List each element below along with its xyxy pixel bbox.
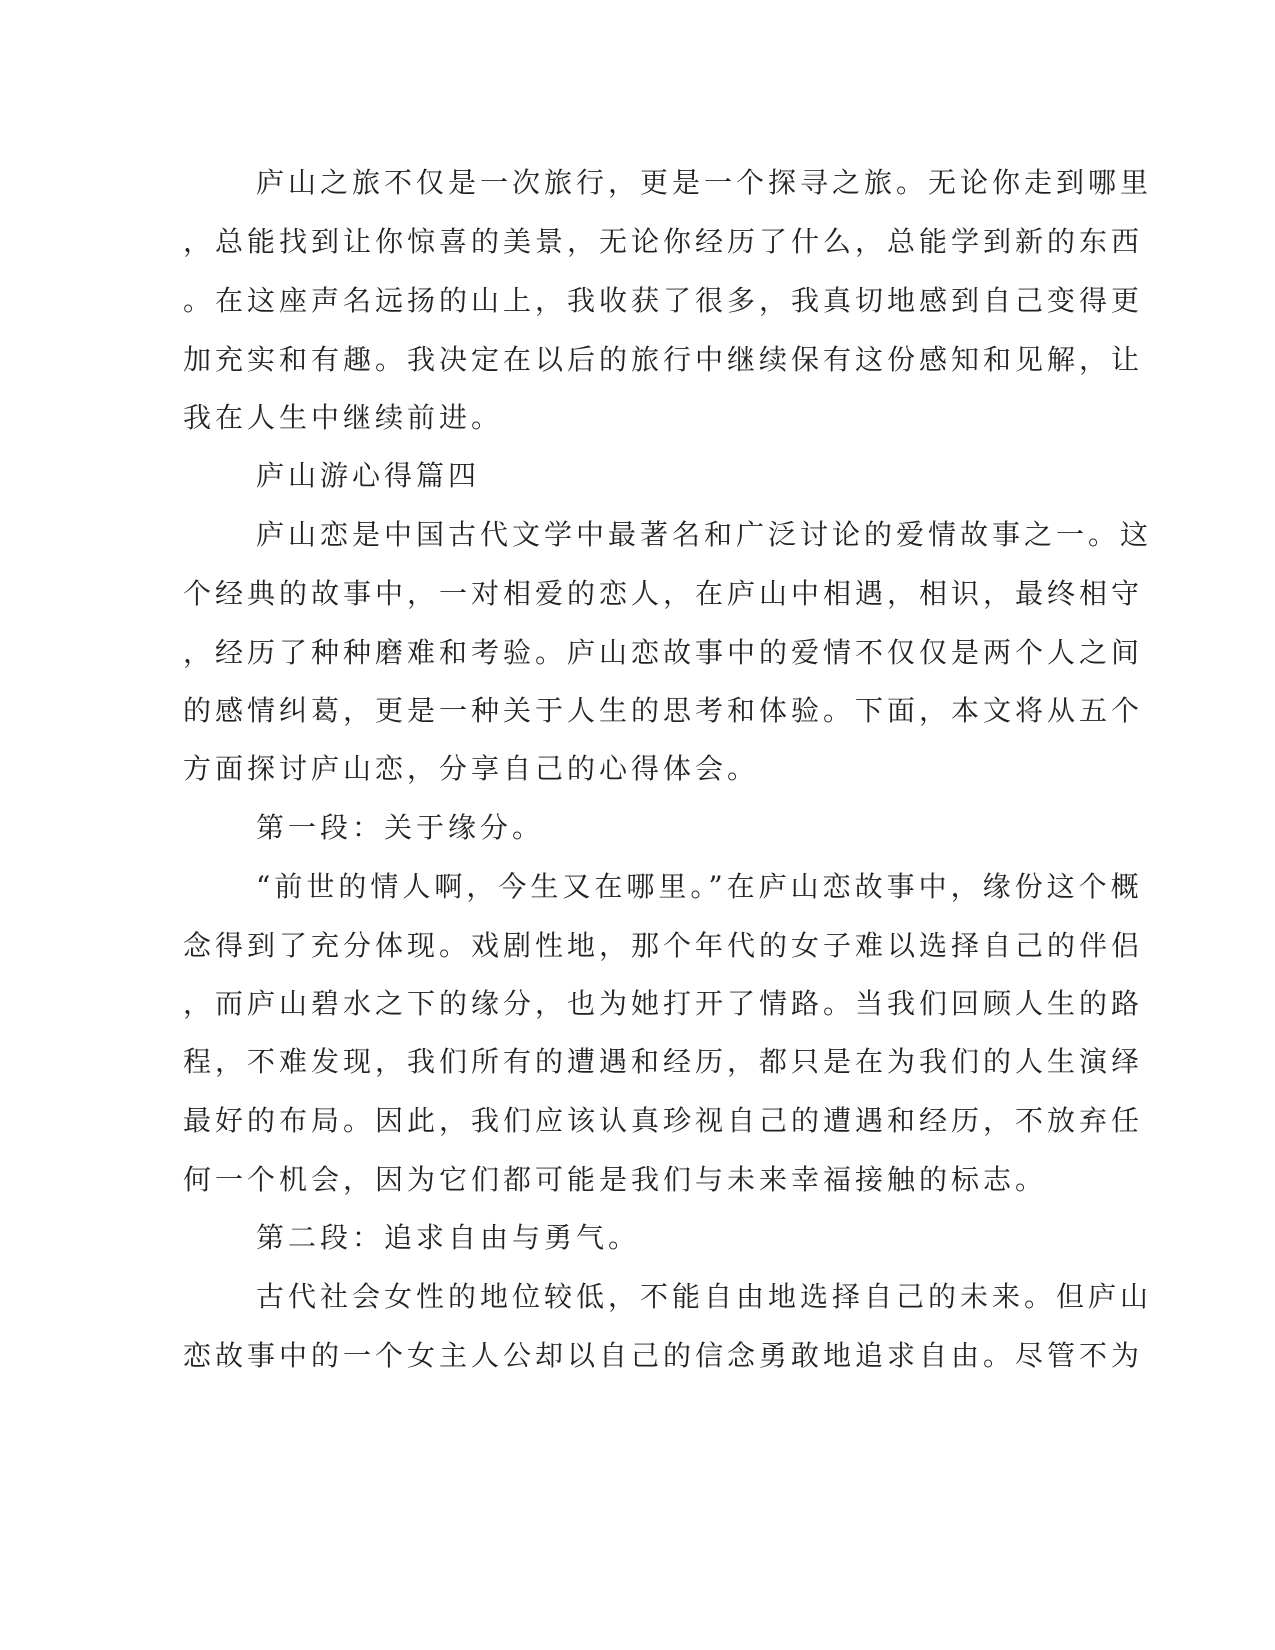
text-line: 方面探讨庐山恋，分享自己的心得体会。 xyxy=(183,752,760,785)
text-line: 何一个机会，因为它们都可能是我们与未来幸福接触的标志。 xyxy=(183,1163,1048,1196)
text-line: ，经历了种种磨难和考验。庐山恋故事中的爱情不仅仅是两个人之间 xyxy=(183,636,1144,669)
paragraph-heading: 第一段：关于缘分。 xyxy=(256,811,545,844)
text-line: 庐山恋是中国古代文学中最著名和广泛讨论的爱情故事之一。这 xyxy=(256,518,1153,551)
text-line: 加充实和有趣。我决定在以后的旅行中继续保有这份感知和见解，让 xyxy=(183,343,1144,376)
text-line: ，而庐山碧水之下的缘分，也为她打开了情路。当我们回顾人生的路 xyxy=(183,987,1144,1020)
text-line: 我在人生中继续前进。 xyxy=(183,401,504,434)
text-line: 程，不难发现，我们所有的遭遇和经历，都只是在为我们的人生演绎 xyxy=(183,1045,1144,1078)
text-line: ，总能找到让你惊喜的美景，无论你经历了什么，总能学到新的东西 xyxy=(183,225,1144,258)
section-heading: 庐山游心得篇四 xyxy=(256,459,481,492)
text-line: 。在这座声名远扬的山上，我收获了很多，我真切地感到自己变得更 xyxy=(183,284,1144,317)
text-line: 念得到了充分体现。戏剧性地，那个年代的女子难以选择自己的伴侣 xyxy=(183,929,1144,962)
text-line: 最好的布局。因此，我们应该认真珍视自己的遭遇和经历，不放弃任 xyxy=(183,1104,1144,1137)
text-line: 古代社会女性的地位较低，不能自由地选择自己的未来。但庐山 xyxy=(256,1280,1153,1313)
text-line: 的感情纠葛，更是一种关于人生的思考和体验。下面，本文将从五个 xyxy=(183,694,1144,727)
text-line: 个经典的故事中，一对相爱的恋人，在庐山中相遇，相识，最终相守 xyxy=(183,577,1144,610)
text-line: 庐山之旅不仅是一次旅行，更是一个探寻之旅。无论你走到哪里 xyxy=(256,166,1153,199)
text-line: “前世的情人啊，今生又在哪里。”在庐山恋故事中，缘份这个概 xyxy=(256,870,1143,903)
paragraph-heading: 第二段：追求自由与勇气。 xyxy=(256,1221,641,1254)
text-line: 恋故事中的一个女主人公却以自己的信念勇敢地追求自由。尽管不为 xyxy=(183,1339,1144,1372)
